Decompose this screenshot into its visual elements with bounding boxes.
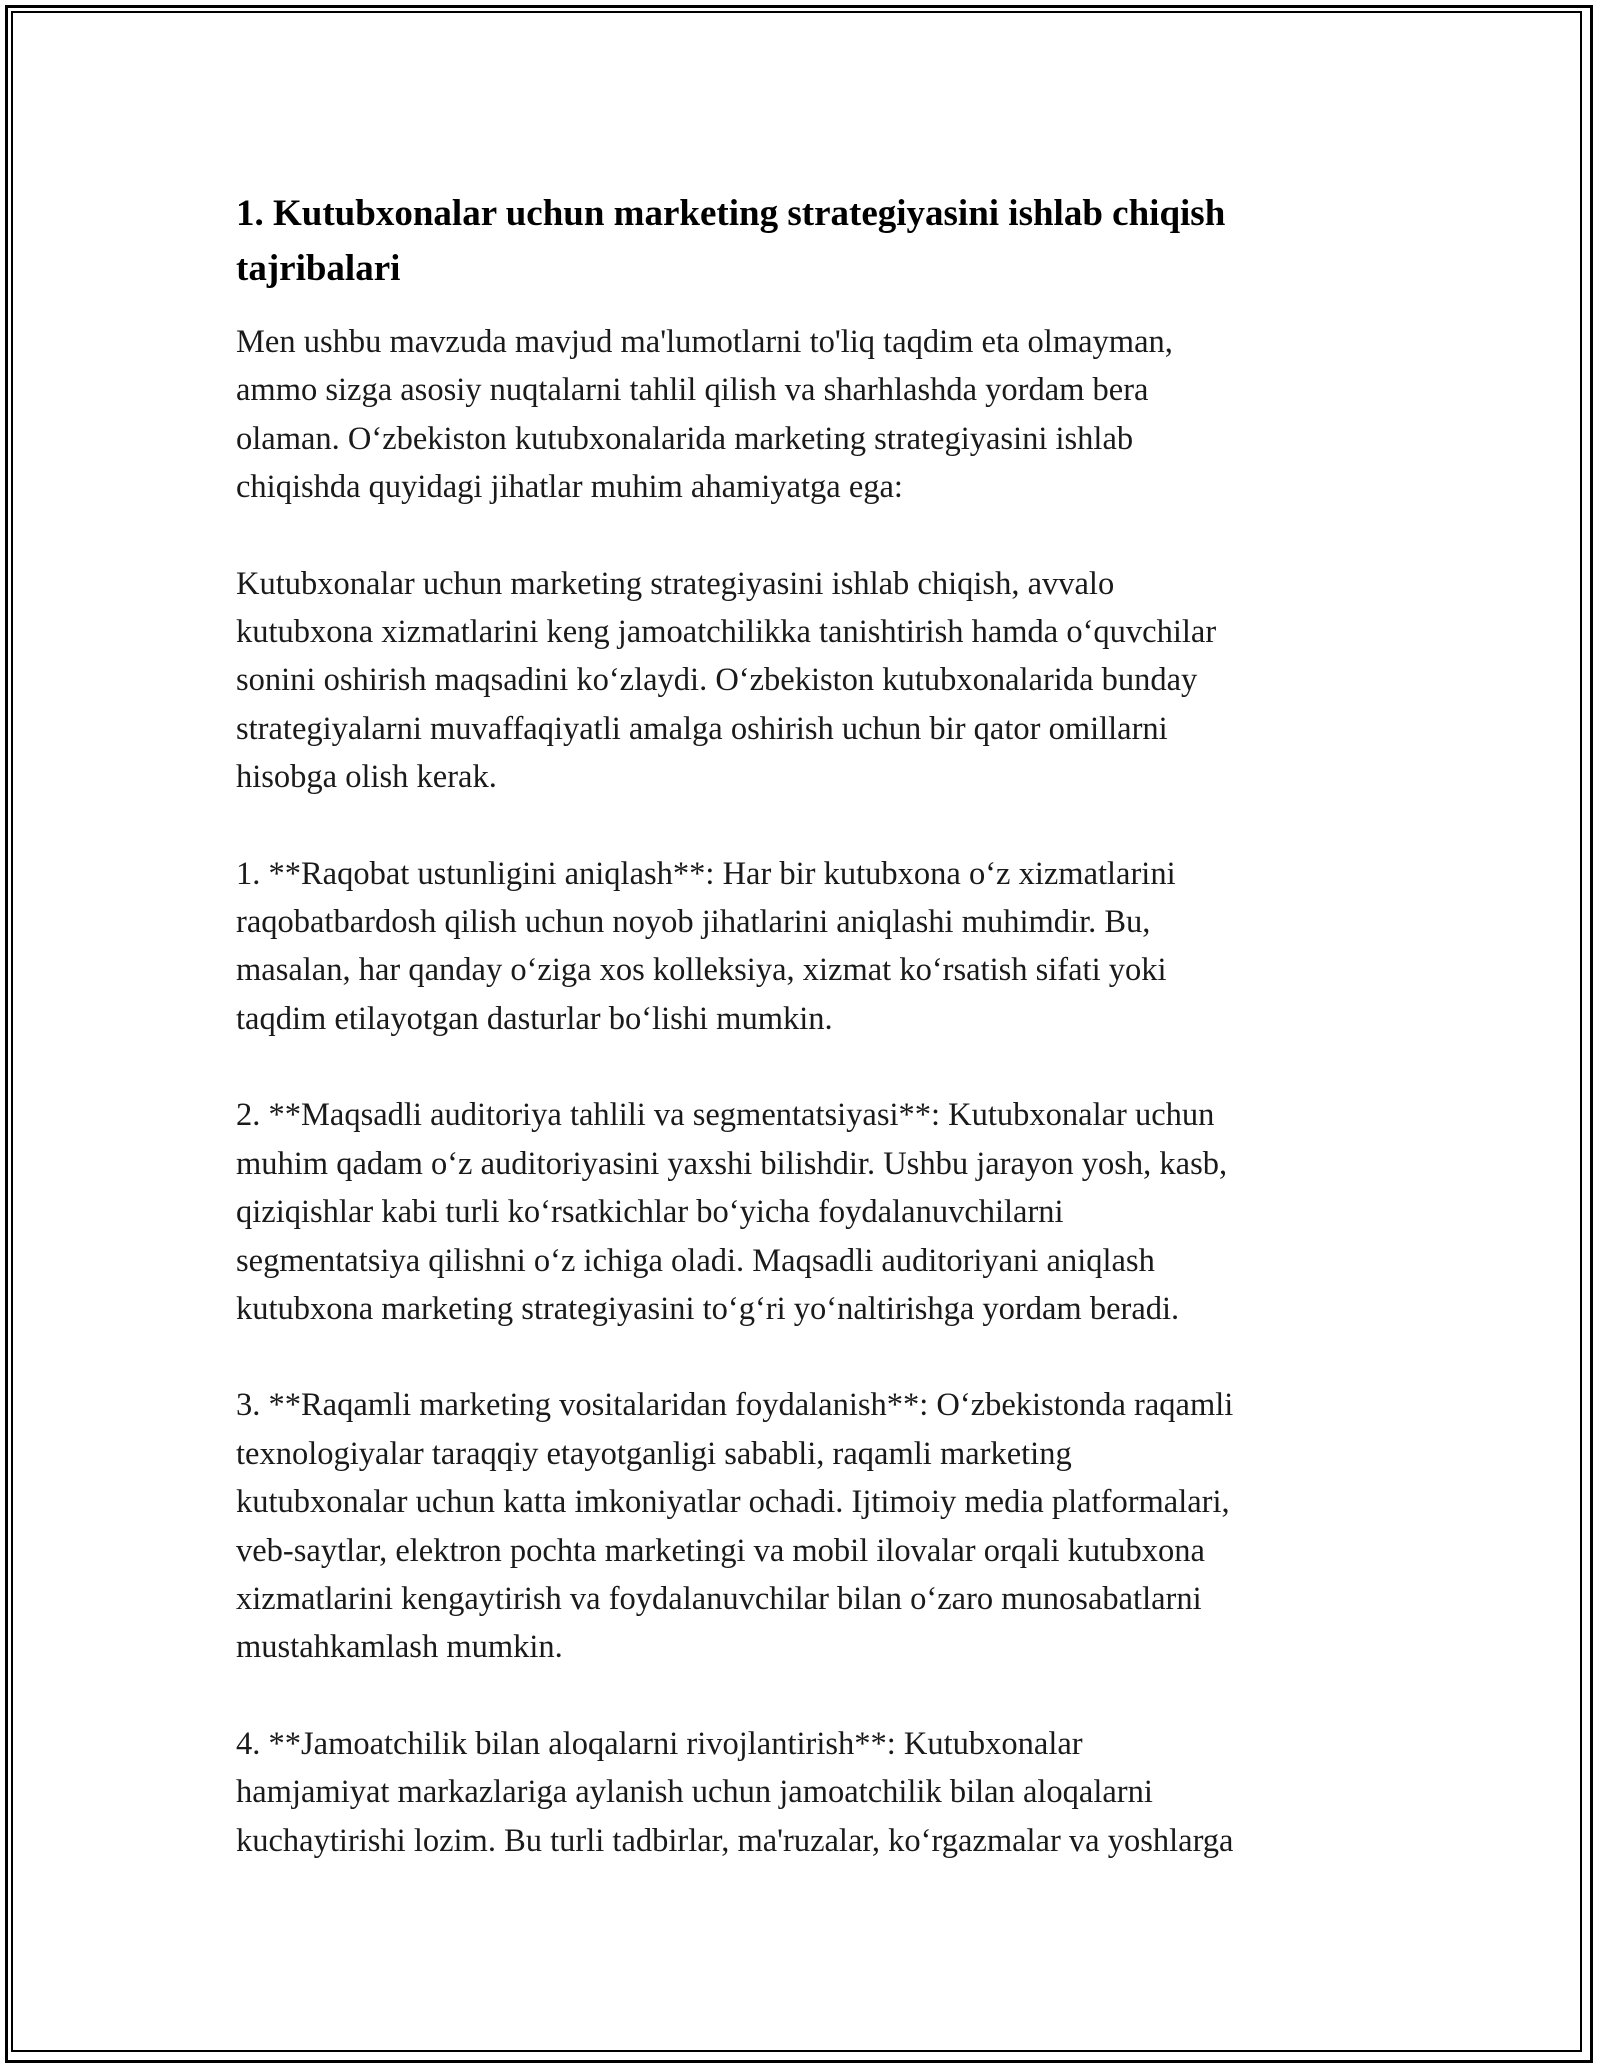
list-item-digital-marketing: 3. **Raqamli marketing vositalaridan foydalanish**: O‘zbekistonda raqamli texnologiyalar taraqqiy etayotganligi sababli, raqamli marketing kutubxonalar uchun katta imkoniyatlar ochadi. Ijtimoiy media platformalari, veb-saytlar, elektron pochta marketingi va mobil ilovalar orqali kutubxona xizmatlarini kengaytirish va foydalanuvchilar bilan o‘zaro munosabatlarni mustahkamlash mumkin. [236, 1387, 1234, 1666]
section-title: 1. Kutubxonalar uchun marketing strategiyasini ishlab chiqish tajribalari [236, 193, 1226, 289]
document-body [236, 186, 1376, 1865]
list-item-public-relations: 4. **Jamoatchilik bilan aloqalarni rivojlantirish**: Kutubxonalar hamjamiyat markazlariga aylanish uchun jamoatchilik bilan aloqalarni kuchaytirishi lozim. Bu turli tadbirlar, ma'ruzalar, ko‘rgazmalar va yoshlarga [236, 1725, 1234, 1859]
list-item-target-audience: 2. **Maqsadli auditoriya tahlili va segmentatsiyasi**: Kutubxonalar uchun muhim qadam o‘z auditoriyasini yaxshi bilishdir. Ushbu jarayon yosh, kasb, qiziqishlar kabi turli ko‘rsatkichlar bo‘yicha foydalanuvchilarni segmentatsiya qilishni o‘z ichiga oladi. Maqsadli auditoriyani aniqlash kutubxona marketing strategiyasini to‘g‘ri yo‘naltirishga yordam beradi. [236, 1097, 1228, 1327]
list-item-competitive-advantage: 1. **Raqobat ustunligini aniqlash**: Har bir kutubxona o‘z xizmatlarini raqobatbardosh qilish uchun noyob jihatlarini aniqlashi muhimdir. Bu, masalan, har qanday o‘ziga xos kolleksiya, xizmat ko‘rsatish sifati yoki taqdim etilayotgan dasturlar bo‘lishi mumkin. [236, 855, 1176, 1037]
intro-paragraph: Men ushbu mavzuda mavjud ma'lumotlarni to'liq taqdim eta olmayman, ammo sizga asosiy nuqtalarni tahlil qilish va sharhlashda yordam bera olaman. O‘zbekiston kutubxonalarida marketing strategiyasini ishlab chiqishda quyidagi jihatlar muhim ahamiyatga ega: [236, 324, 1173, 506]
overview-paragraph: Kutubxonalar uchun marketing strategiyasini ishlab chiqish, avvalo kutubxona xizmatlarini keng jamoatchilikka tanishtirish hamda o‘quvchilar sonini oshirish maqsadini ko‘zlaydi. O‘zbekiston kutubxonalarida bunday strategiyalarni muvaffaqiyatli amalga oshirish uchun bir qator omillarni hisobga olish kerak. [236, 565, 1217, 796]
